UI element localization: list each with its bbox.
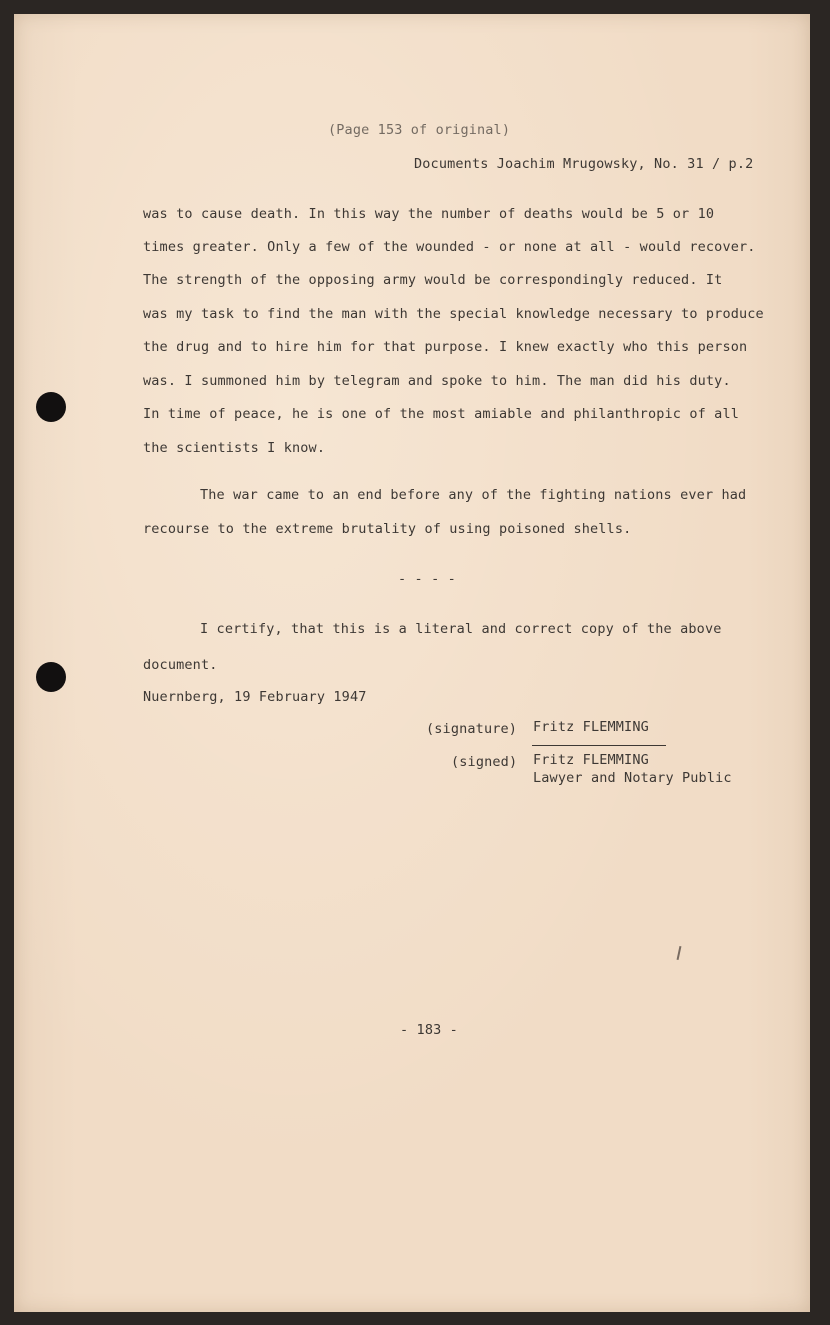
signature-rule [532, 745, 666, 746]
body-line: The strength of the opposing army would be correspondingly reduced. It [143, 272, 723, 288]
signer-title: Lawyer and Notary Public [533, 770, 732, 786]
signed-name: Fritz FLEMMING [533, 752, 649, 768]
closing-line: recourse to the extreme brutality of using poisoned shells. [143, 521, 632, 537]
page-number: - 183 - [400, 1022, 458, 1038]
closing-line: The war came to an end before any of the fighting nations ever had [200, 487, 747, 503]
punch-hole-lower [36, 662, 66, 692]
body-line: times greater. Only a few of the wounded - or none at all - would recover. [143, 239, 756, 255]
signature-name: Fritz FLEMMING [533, 719, 649, 735]
signed-label: (signed) [451, 754, 518, 770]
place-and-date: Nuernberg, 19 February 1947 [143, 689, 367, 705]
original-page-reference: (Page 153 of original) [328, 122, 511, 138]
body-line: was to cause death. In this way the number of deaths would be 5 or 10 [143, 206, 715, 222]
certification-line: document. [143, 657, 218, 673]
body-line: was. I summoned him by telegram and spoke to him. The man did his duty. [143, 373, 731, 389]
section-separator: - - - - [398, 571, 456, 587]
document-reference: Documents Joachim Mrugowsky, No. 31 / p.2 [414, 156, 754, 172]
body-line: the scientists I know. [143, 440, 326, 456]
punch-hole-upper [36, 392, 66, 422]
signature-label: (signature) [426, 721, 518, 737]
body-line: the drug and to hire him for that purpose. I knew exactly who this person [143, 339, 748, 355]
certification-line: I certify, that this is a literal and correct copy of the above [200, 621, 722, 637]
body-line: was my task to find the man with the special knowledge necessary to produce [143, 306, 764, 322]
body-line: In time of peace, he is one of the most amiable and philanthropic of all [143, 406, 739, 422]
